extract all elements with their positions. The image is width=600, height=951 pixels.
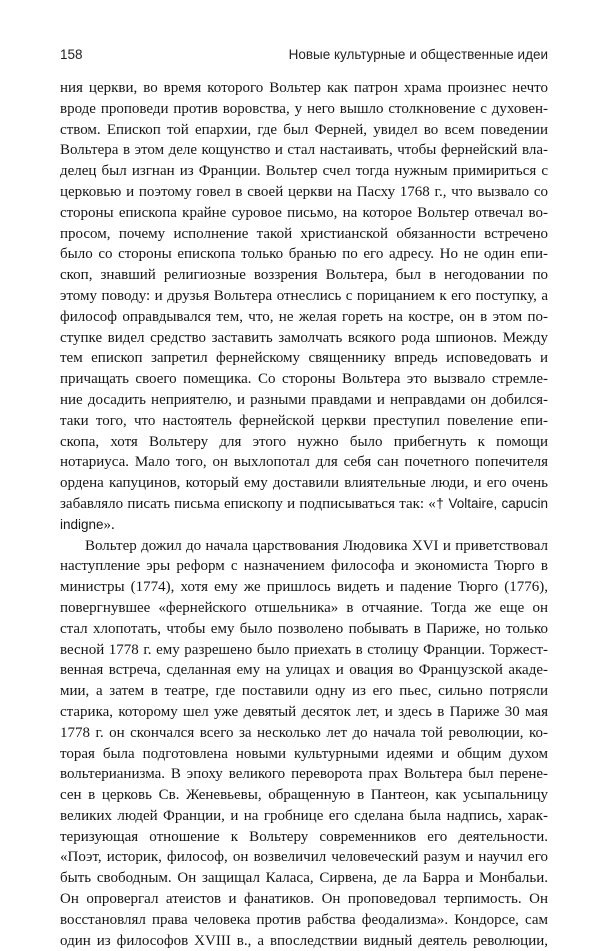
text-line: повергнувшее «фернейского отшельника» в отчаяние. Тогда же еще он [60,599,548,616]
text-line: быть свободным. Он защищал Каласа, Сирвена, де ла Барра и Монбальи. [60,870,548,887]
text-line: таки того, что настоятель фернейской церкви преступил повеление епи- [60,412,548,429]
text-line: ордена капуцинов, который ему доставили влиятельные люди, и его очень [60,475,548,492]
text-line-final [60,515,548,536]
text-line: 1778 г. он скончался всего за несколько лет до начала той революции, ко- [60,724,548,741]
text-line: мии, а затем в театре, где поставили одну из его пьес, сильно потрясли [60,683,548,700]
text-line: скоп, знавший религиозные воззрения Вольтера, был в негодовании по [60,267,548,284]
text-line: восстановлял права человека против рабства феодализма». Кондорсе, сам [60,911,548,928]
text-line: ния церкви, во время которого Вольтер как патрон храма произнес нечто [60,80,548,96]
text-line: тем епископ запретил фернейскому священнику впредь исповедовать и [60,350,548,367]
latin-inscription-end: indigne [60,516,104,532]
text-line: весной 1778 г. ему разрешено было приехать в столицу Франции. Торжест- [60,641,548,658]
page-number: 158 [60,47,83,62]
text-line: церковью и поэтому говел в своей церкви на Пасху 1768 г., что вызвало со [60,183,548,200]
text-line: скопа, хотя Вольтеру для этого нужно было прибегнуть к помощи [60,433,548,450]
text-line: великих людей Франции, и на гробнице его сделана была надпись, харак- [60,807,548,824]
text-line: «Поэт, историк, философ, он возвеличил человеческий разум и научил его [60,849,548,866]
line-serif-end: ». [103,516,115,533]
text-line: венная встреча, сделанная ему на улицах и овация во Французской акаде- [60,662,548,679]
text-line: ступке видел средство заставить замолчать всякого рода шпионов. Между [60,329,548,346]
text-line: один из философов XVIII в., а впоследствии видный деятель революции, [60,932,548,949]
running-title: Новые культурные и общественные идеи [288,47,548,62]
text-line: Вольтера в этом деле кощунство и стал настаивать, чтобы фернейский вла- [60,142,548,159]
text-line: ние досадить неприятелю, и разными правдами и неправдами он добился- [60,391,548,408]
line-serif-part: забавляло писать письма епископу и подписываться так: « [60,495,436,512]
paragraph-1 [60,78,548,494]
text-line: министры (1774), хотя ему же пришлось видеть и падение Тюрго (1776), [60,579,548,596]
text-line: было со стороны епископа только бранью по его адресу. Но не один епи- [60,246,548,263]
paragraph-2 [60,536,548,951]
text-line: просом, почему исполнение такой христианской обязанности встречено [60,225,548,242]
text-line: Вольтер дожил до начала царствования Людовика XVI и приветствовал [85,537,548,554]
text-line: делец был изгнан из Франции. Вольтер счел тогда нужным примириться с [60,163,548,180]
text-line: старика, которому шел уже девятый десяток лет, и здесь в Париже 30 мая [60,703,548,720]
running-header [60,47,548,67]
text-line: этому поводу: и друзья Вольтера отнеслись с порицанием к его поступку, а [60,287,548,304]
text-line: стал хлопотать, чтобы ему было позволено побывать в Париже, но только [60,620,548,637]
text-line: теризующая отношение к Вольтеру современников его деятельности. [60,828,548,845]
text-line: нотариуса. Мало того, он выхлопотал для себя сан почетного попечителя [60,454,548,471]
text-line: сен в церковь Св. Женевьевы, обращенную в Пантеон, как усыпальницу [60,787,548,804]
text-line: Он опровергал атеистов и фанатиков. Он проповедовал терпимость. Он [60,891,548,908]
text-line: торая была подготовлена новыми культурными идеями и общим духом [60,745,548,762]
text-line: философ оправдывался тем, что, не желая гореть на костре, он в этом по- [60,308,548,325]
latin-inscription-part: † Voltaire, capucin [435,495,548,511]
body-text [60,78,548,951]
text-line: причащать своего помещика. Со стороны Вольтера это вызвало стремле- [60,371,548,388]
text-line: вольтерианизма. В эпоху великого переворота прах Вольтера был перене- [60,766,548,783]
text-line: вроде проповеди против воровства, у него вышло столкновение с духовен- [60,100,548,117]
text-line-mixed [60,494,548,515]
text-line: стороны епископа крайне суровое письмо, на которое Вольтер отвечал во- [60,204,548,221]
text-line: наступление эры реформ с назначением философа и экономиста Тюрго в [60,558,548,575]
text-line: ством. Епископ той епархии, где был Ферней, увидел во всем поведении [60,121,548,138]
